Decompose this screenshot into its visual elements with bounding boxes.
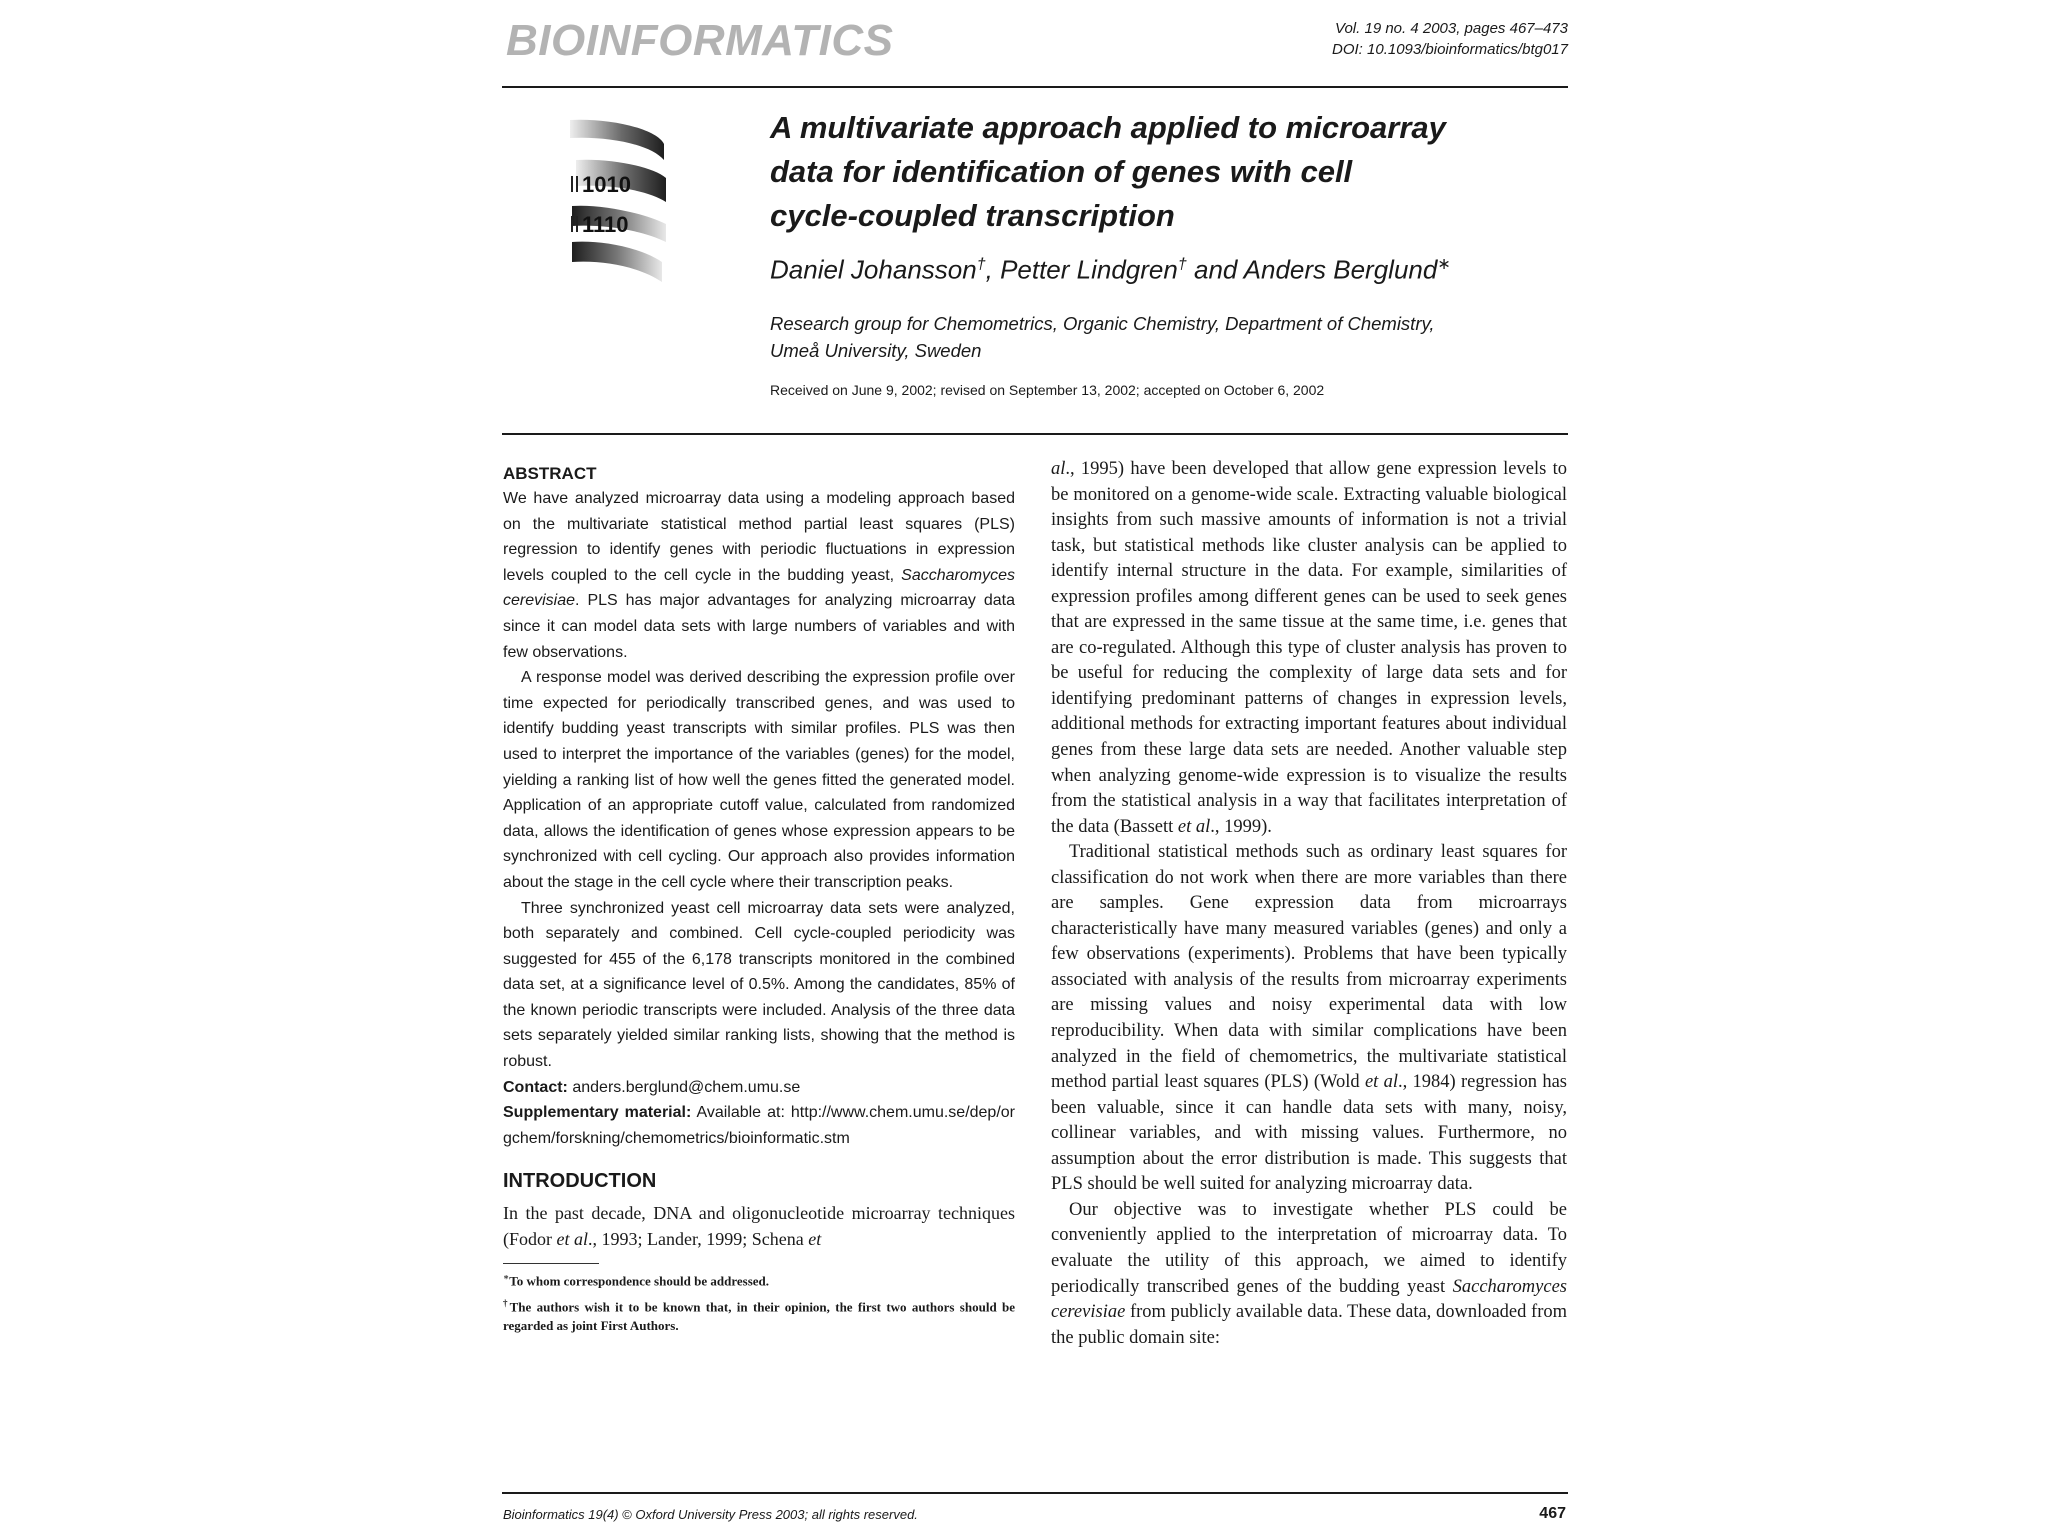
- header-rule: [502, 86, 1568, 88]
- citation-etal: et: [808, 1229, 822, 1250]
- footnote-mark: †: [503, 1297, 510, 1308]
- author-name: Anders Berglund: [1243, 254, 1438, 285]
- species-name: Saccharomyces cerevisiae: [1051, 1276, 1567, 1323]
- right-column: [1051, 457, 1567, 1351]
- footnote-rule: [503, 1263, 599, 1264]
- contact-label: Contact:: [503, 1078, 568, 1096]
- body-text: ., 1999).: [1210, 816, 1272, 837]
- citation-etal: et al: [556, 1229, 588, 1250]
- abstract-paragraph: Three synchronized yeast cell microarray data sets were analyzed, both separately and combined. Cell cycle-coupled periodicity was suggested for 455 of the 6,178 transcripts monitored in the combined data set, at a significance level of 0.5%. Among the candidates, 85% of the known periodic transcripts were included. Analysis of the three data sets separately yielded similar ranking lists, showing that the method is robust.: [503, 899, 1015, 1071]
- body-text: ., 1984) regression has been valuable, since it can handle data sets with many, noisy, collinear variables, and with missing values. Furthermore, no assumption about the error distribution is made. This suggests that PLS should be well suited for analyzing microarray data.: [1051, 1072, 1567, 1195]
- footer-text: Oxford University Press 2003; all rights reserved.: [631, 1507, 918, 1522]
- citation-etal: et al: [1364, 1072, 1398, 1093]
- contact-line: [503, 1075, 1015, 1101]
- citation-etal: et al: [1177, 816, 1211, 837]
- body-paragraph: [1051, 457, 1567, 840]
- species-name: Saccharomyces cerevisiae: [503, 566, 1015, 610]
- author-mark: ∗: [1437, 256, 1451, 273]
- title-line: A multivariate approach applied to microarray: [770, 110, 1446, 145]
- left-column: [503, 462, 1015, 1335]
- body-text: Traditional statistical methods such as ordinary least squares for classification do not work when there are more variables than there are samples. Gene expression data from microarrays characteristically have many measured variables (genes) and only a few observations (experiments). Problems that have been typically associated with analysis of the results from microarray experiments are missing values and noisy experimental data with low reproducibility. When data with similar complications have been analyzed in the field of chemometrics, the multivariate statistical method partial least squares (PLS) (Wold: [1051, 842, 1567, 1093]
- introduction-heading: INTRODUCTION: [503, 1170, 657, 1193]
- abstract-text: We have analyzed microarray data using a modeling approach based on the multivariate statistical method partial least squares (PLS) regression to identify genes with periodic fluctuations in expression levels coupled to the cell cycle in the budding yeast,: [503, 490, 1015, 584]
- body-paragraph: [1051, 840, 1567, 1198]
- body-text: from publicly available data. These data, downloaded from the public domain site:: [1051, 1302, 1567, 1348]
- author-name: Petter Lindgren: [1000, 254, 1178, 285]
- footnote-mark: ∗: [503, 1271, 510, 1282]
- logo-binary-bottom: 1110: [582, 212, 629, 237]
- footnote-correspondence: [503, 1268, 1015, 1290]
- supplementary-line: [503, 1100, 1015, 1151]
- journal-name: BIOINFORMATICS: [506, 16, 894, 65]
- copyright-icon: ©: [622, 1507, 632, 1522]
- footnote-text: To whom correspondence should be addressed.: [509, 1272, 770, 1288]
- body-paragraph: [1051, 1198, 1567, 1351]
- title-rule: [502, 433, 1568, 435]
- intro-text: In the past decade, DNA and oligonucleotide microarray techniques (Fodor: [503, 1203, 1015, 1250]
- abstract-paragraph: [503, 486, 1015, 665]
- supplementary-link[interactable]: Available at: http://www.chem.umu.se/dep/orgchem/forskning/chemometrics/bioinformatic.stm: [503, 1104, 1015, 1147]
- introduction-paragraph: [503, 1201, 1015, 1252]
- intro-text: ., 1993; Lander, 1999; Schena: [588, 1229, 809, 1250]
- page-number: 467: [1539, 1505, 1566, 1522]
- author-list: [770, 254, 1451, 286]
- affiliation: [770, 310, 1435, 364]
- author-separator: and: [1186, 254, 1244, 285]
- article-title: [770, 106, 1530, 238]
- contact-email[interactable]: anders.berglund@chem.umu.se: [572, 1078, 801, 1096]
- affiliation-line: Umeå University, Sweden: [770, 340, 982, 361]
- abstract-text: . PLS has major advantages for analyzing microarray data since it can model data sets with large numbers of variables and with few observations.: [503, 592, 1015, 661]
- body-text: ., 1995) have been developed that allow gene expression levels to be monitored on a genome-wide scale. Extracting valuable biological insights from such massive amounts of information is not a trivial task, but statistical methods like cluster analysis can be applied to identify internal structure in the data. For example, similarities of expression profiles among different genes can be used to seek genes that are expressed in the same tissue at the same time, i.e. genes that are co-regulated. Although this type of cluster analysis has proven to be useful for reducing the complexity of large data sets and for identifying predominant patterns of changes in expression levels, additional methods for extracting important features about individual genes from these large data sets are needed. Another valuable step when analyzing genome-wide expression is to visualize the results from the statistical analysis in a way that facilitates interpretation of the data (Bassett: [1051, 459, 1567, 837]
- bioinformatics-helix-logo-icon: [568, 116, 674, 286]
- footnote-text: The authors wish it to be known that, in their opinion, the first two authors should be regarded as joint First Authors.: [503, 1299, 1015, 1334]
- footer-citation: [503, 1507, 918, 1522]
- title-line: data for identification of genes with cell: [770, 154, 1353, 189]
- author-mark: †: [976, 256, 986, 273]
- footnote-joint-authors: [503, 1294, 1015, 1335]
- affiliation-line: Research group for Chemometrics, Organic Chemistry, Department of Chemistry,: [770, 313, 1435, 334]
- author-mark: †: [1177, 256, 1187, 273]
- doi-line: DOI: 10.1093/bioinformatics/btg017: [1332, 41, 1568, 58]
- body-text: Our objective was to investigate whether PLS could be conveniently applied to the interpretation of microarray data. To evaluate the utility of this approach, we aimed to identify periodically transcribed genes of the budding yeast: [1051, 1199, 1567, 1297]
- volume-line: Vol. 19 no. 4 2003, pages 467–473: [1335, 20, 1568, 37]
- title-line: cycle-coupled transcription: [770, 198, 1175, 233]
- footer-text: Bioinformatics 19(4): [503, 1507, 623, 1522]
- abstract-paragraph: A response model was derived describing the expression profile over time expected for periodically transcribed genes, and was used to identify budding yeast transcripts with similar profiles. PLS was then used to interpret the importance of the variables (genes) for the model, yielding a ranking list of how well the genes fitted the generated model. Application of an appropriate cutoff value, calculated from randomized data, allows the identification of genes whose expression appears to be synchronized with cell cycling. Our approach also provides information about the stage in the cell cycle where their transcription peaks.: [503, 669, 1015, 891]
- logo-binary-top: 1010: [582, 172, 631, 197]
- supplementary-label: Supplementary material:: [503, 1104, 692, 1122]
- received-dates: Received on June 9, 2002; revised on September 13, 2002; accepted on October 6, 2002: [770, 382, 1325, 398]
- author-separator: ,: [985, 254, 1001, 285]
- author-name: Daniel Johansson: [770, 254, 977, 285]
- citation-etal: al: [1051, 459, 1066, 479]
- abstract-heading: ABSTRACT: [503, 464, 597, 483]
- footer-rule: [502, 1492, 1568, 1494]
